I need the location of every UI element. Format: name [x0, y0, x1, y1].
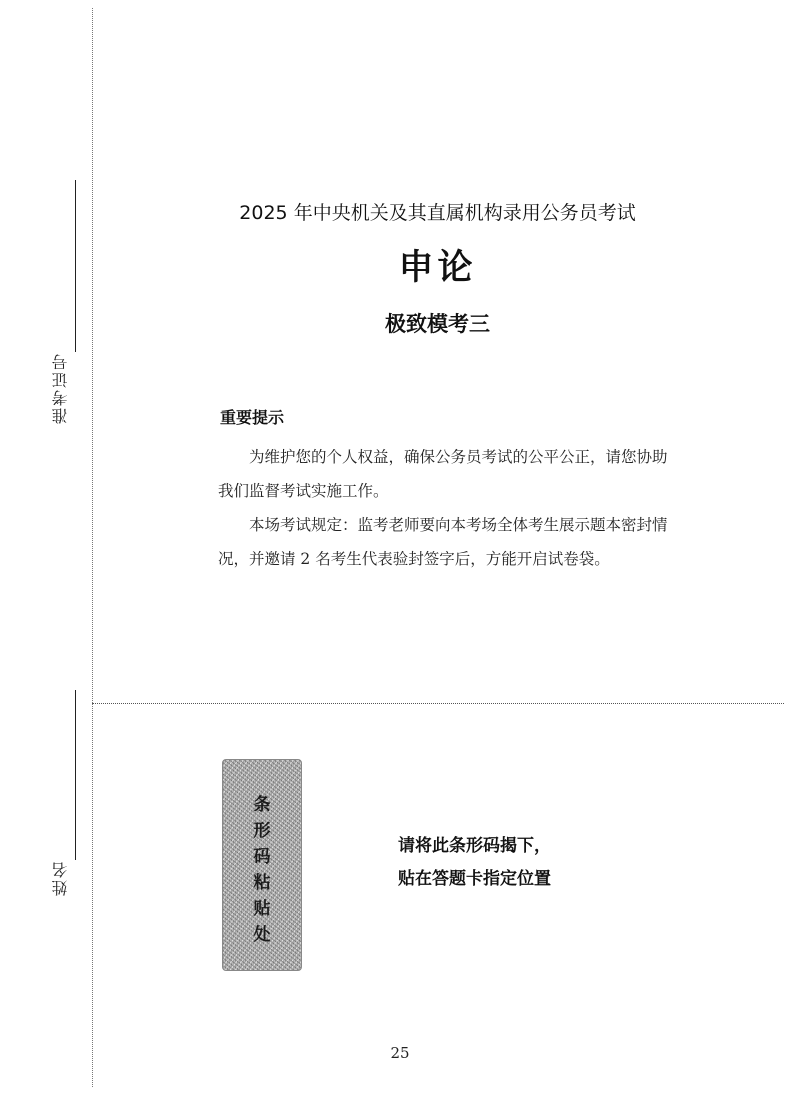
barcode-label-char: 处	[253, 925, 271, 945]
barcode-sticker[interactable]	[222, 759, 302, 971]
candidate-name-field	[40, 690, 80, 896]
candidate-name-write-line[interactable]	[75, 690, 76, 860]
barcode-label-char: 码	[253, 847, 271, 867]
barcode-label-char: 形	[253, 821, 271, 841]
notice-paragraph: 为维护您的个人权益，确保公务员考试的公平公正，请您协助我们监督考试实施工作。	[218, 448, 668, 500]
barcode-instruction	[398, 830, 551, 896]
subject-title: 申论	[398, 248, 477, 288]
candidate-id-label: 准考证号	[50, 352, 70, 424]
page-number: 25	[390, 1044, 410, 1062]
barcode-label-char: 条	[253, 795, 271, 815]
barcode-instruction-line: 贴在答题卡指定位置	[398, 869, 551, 889]
barcode-label-char: 粘	[253, 873, 271, 893]
barcode-label	[223, 792, 301, 948]
exam-title: 2025 年中央机关及其直属机构录用公务员考试	[239, 202, 636, 224]
mock-exam-title: 极致模考三	[385, 311, 490, 336]
tear-off-line	[92, 703, 784, 704]
candidate-name-label: 姓名	[50, 860, 70, 896]
notice-heading: 重要提示	[220, 408, 285, 427]
binding-margin-rule	[92, 8, 93, 1087]
notice-paragraph: 本场考试规定：监考老师要向本考场全体考生展示题本密封情况，并邀请 2 名考生代表验封签字后，方能开启试卷袋。	[218, 516, 668, 568]
notice-body	[218, 440, 670, 576]
barcode-instruction-line: 请将此条形码揭下，	[398, 836, 551, 856]
barcode-label-char: 贴	[253, 899, 271, 919]
